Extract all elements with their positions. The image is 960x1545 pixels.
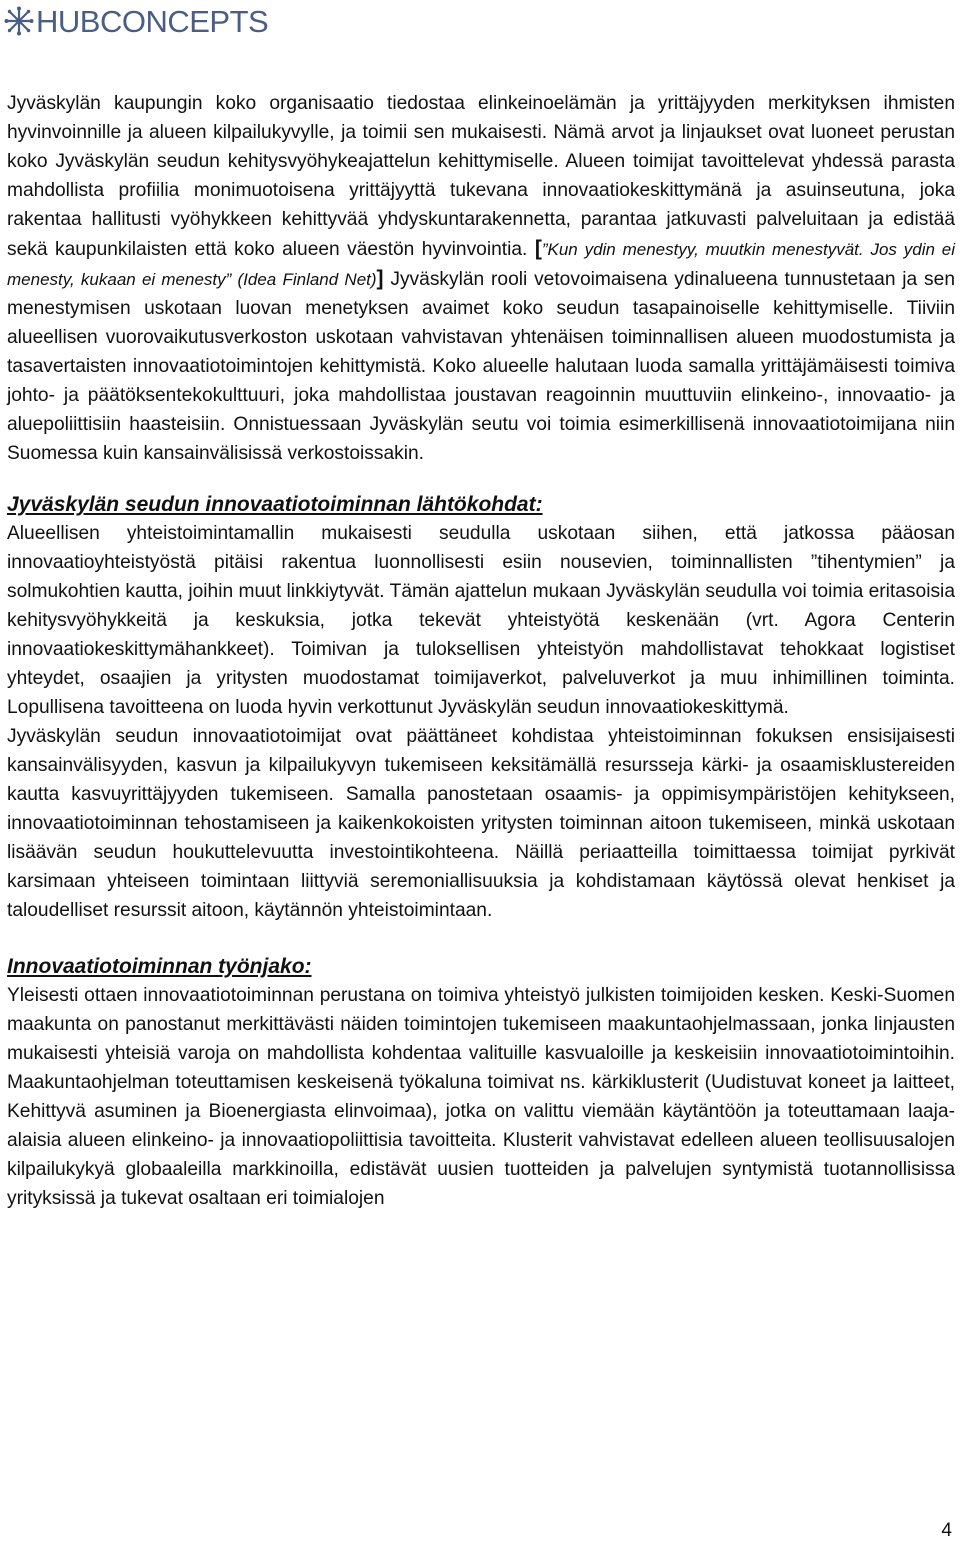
document-body [7,89,955,1213]
bracket-open: [ [534,237,542,260]
page-header [4,2,268,40]
intro-paragraph [7,89,955,468]
intro-text-continued: Jyväskylän rooli vetovoimaisena ydinalueena tunnustetaan ja sen menestymisen uskotaan luovan menetyksen avaimet koko seudun tasapainoiselle kehittymiselle. Tiiviin alueellisen vuorovaikutusverkoston uskotaan vahvistavan yhtenäisen toiminnallisen alueen muodostumista ja tasavertaisten innovaatiotoimintojen kehittymistä. Koko alueelle halutaan luoda samalla yrittäjämäisesti toimiva johto- ja päätöksentekokulttuuri, joka mahdollistaa joustavan reagoinnin muuttuviin elinkeino-, innovaatio- ja aluepoliittisiin haasteisiin. Onnistuessaan Jyväskylän seutu voi toimia esimerkillisenä innovaatiotoimijana niin Suomessa kuin kansainvälisissä verkostoissakin. [7,269,955,464]
section1-paragraph-2: Jyväskylän seudun innovaatiotoimijat ovat päättäneet kohdistaa yhteistoiminnan fokuksen ensisijaisesti kansainvälisyyden, kasvun ja kilpailukyvyn tukemiseen keksitämällä resursseja kärki- ja osaamisklustereiden kautta kasvuyrittäjyyden tukemiseen. Samalla panostetaan osaamis- ja oppimisympäristöjen kehitykseen, innovaatiotoiminnan tehostamiseen ja kaikenkokoisten yritysten toiminnan aitoon tukemiseen, minkä uskotaan lisäävän seudun houkuttelevuutta investointikohteena. Näillä periaatteilla toimittaessa toimijat pyrkivät karsimaan yhteiseen toimintaan liittyviä seremoniallisuuksia ja kohdistamaan käytössä olevat henkiset ja taloudelliset resurssit aitoon, käytännön yhteistoimintaan. [7,726,955,921]
bracket-close: ] [376,267,384,290]
logo-text: HUBCONCEPTS [36,3,269,39]
starburst-logo-icon [4,6,34,36]
section1-paragraph-1: Alueellisen yhteistoimintamallin mukaisesti seudulla uskotaan siihen, että jatkossa pääosan innovaatioyhteistyöstä pitäisi rakentua luonnollisesti esiin nousevien, toiminnallisten ”tihentymien” ja solmukohtien kautta, joihin muut linkkiytyvät. Tämän ajattelun mukaan Jyväskylän seudulla voi toimia eritasoisia kehitysvyöhykkeitä ja keskuksia, jotka tekevät yhteistyötä keskenään (vrt. Agora Centerin innovaatiokeskittymähankkeet). Toimivan ja tuloksellisen yhteistyön mahdollistavat tehokkaat logistiset yhteydet, osaajien ja yritysten muodostamat toimijaverkot, palveluverkot ja muu inhimillinen toiminta. Lopullisena tavoitteena on luoda hyvin verkottunut Jyväskylän seudun innovaatiokeskittymä. [7,523,955,718]
page-number: 4 [941,1520,952,1541]
section-heading-starting-points: Jyväskylän seudun innovaatiotoiminnan lähtökohdat: [7,493,543,516]
section2-paragraph-1: Yleisesti ottaen innovaatiotoiminnan perustana on toimiva yhteistyö julkisten toimijoiden kesken. Keski-Suomen maakunta on panostanut merkittävästi näiden toimintojen tukemiseen maakuntaohjelmassaan, jonka linjausten mukaisesti yhteisiä varoja on mahdollista kohdentaa valituille kasvualoille ja keskeisiin innovaatiotoimintoihin. Maakuntaohjelman toteuttamisen keskeisenä työkaluna toimivat ns. kärkiklusterit (Uudistuvat koneet ja laitteet, Kehittyvä asuminen ja Bioenergiasta elinvoimaa), jotka on valittu viemään käytäntöön ja toteuttamaan laaja-alaisia alueen elinkeino- ja innovaatiopoliittisia tavoitteita. Klusterit vahvistavat edelleen alueen teollisuusalojen kilpailukykyä globaaleilla markkinoilla, edistävät uusien tuotteiden ja palvelujen syntymistä tuotannollisissa yrityksissä ja tukevat osaltaan eri toimialojen [7,985,955,1209]
intro-text: Jyväskylän kaupungin koko organisaatio tiedostaa elinkeinoelämän ja yrittäjyyden merkityksen ihmisten hyvinvoinnille ja alueen kilpailukyvylle, ja toimii sen mukaisesti. Nämä arvot ja linjaukset ovat luoneet perustan koko Jyväskylän seudun kehitysvyöhykeajattelun kehittymiselle. Alueen toimijat tavoittelevat yhdessä parasta mahdollista profiilia monimuotoisena yrittäjyyttä tukevana innovaatiokeskittymänä ja asuinseutuna, joka rakentaa hallitusti vyöhykkeen kehittyvää yhdyskuntarakennetta, parantaa jatkuvasti palveluitaan ja edistää sekä kaupunkilaisten että koko alueen väestön hyvinvointia. [7,93,955,260]
section-heading-division-of-work: Innovaatiotoiminnan työnjako: [7,955,312,978]
quote: ”Kun ydin menestyy, muutkin menestyvät. Jos ydin ei menesty, kukaan ei menesty” (Idea Finland Net) [7,240,955,289]
